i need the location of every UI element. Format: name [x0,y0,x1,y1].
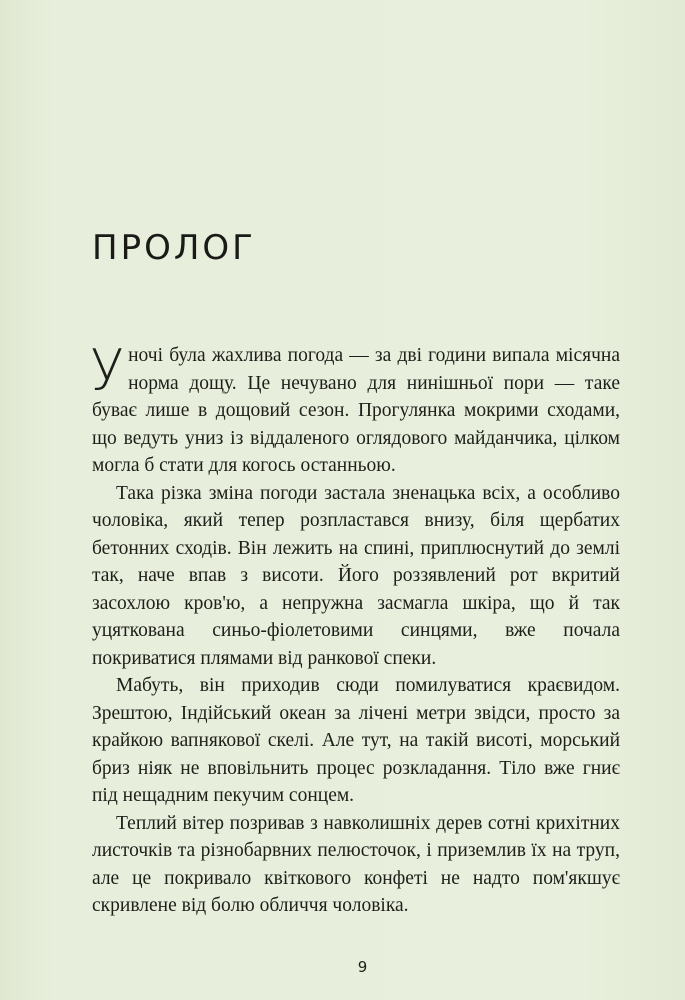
paragraph-1 [90,338,620,480]
chapter-title: ПРОЛОГ [92,228,256,268]
chapter-body [90,338,620,920]
page-number: 9 [357,958,368,976]
paragraph-2: Така різка зміна погоди застала зненацька всіх, а особливо чоловіка, який тепер розпластався внизу, біля щербатих бетонних сходів. Він лежить на спині, приплюснутий до землі так, наче впав з висоти. Його роззявлений рот вкритий засохлою кров'ю, а непружна засмагла шкіра, що й так уцяткована синьо-фіолетовими синцями, вже почала покриватися плямами від ранкової спеки. [92,482,620,669]
drop-cap: У [90,338,125,403]
paragraph-4: Теплий вітер позривав з навколишніх дерев сотні крихітних листочків та різнобарвних пелюсточок, і приземлив їх на труп, але це покривало квіткового конфеті не надто пом'якшує скривлене від болю обличчя чоловіка. [92,812,620,916]
paragraph-1-text: ночі була жахлива погода — за дві години випала місячна норма дощу. Це нечувано для нинішньої пори — таке буває лише в дощовий сезон. Прогулянка мокрими сходами, що ведуть униз із віддаленого оглядового майданчика, цілком могла б стати для когось останньою. [92,345,620,476]
paragraph-3: Мабуть, він приходив сюди помилуватися краєвидом. Зрештою, Індійський океан за лічені метри звідси, просто за крайкою вапнякової скелі. Але тут, на такій висоті, морський бриз ніяк не вповільнить процес розкладання. Тіло вже гниє під нещадним пекучим сонцем. [92,675,620,806]
